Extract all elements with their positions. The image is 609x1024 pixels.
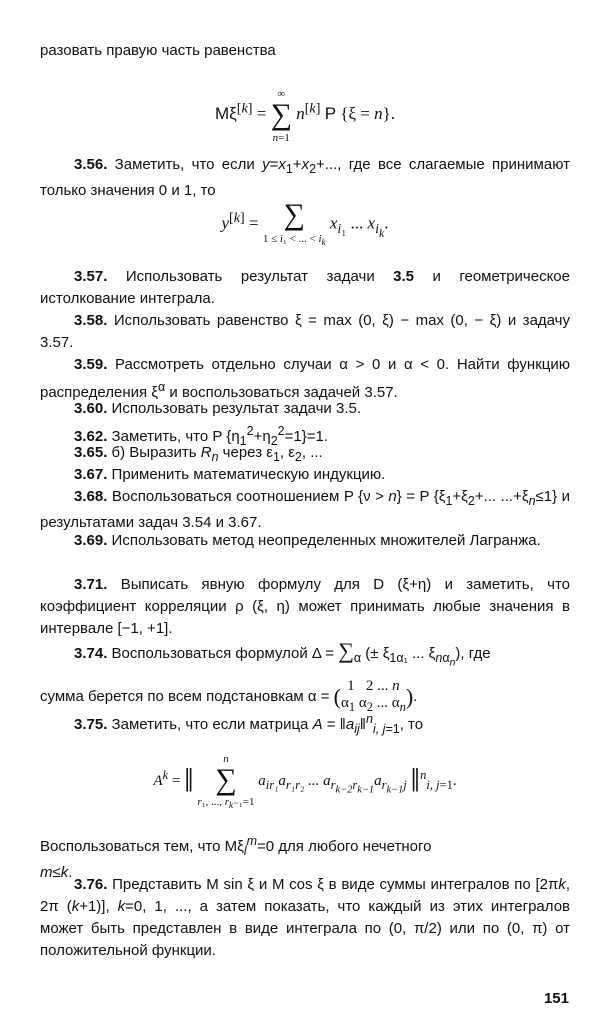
hint-number: 3.67.: [74, 466, 108, 483]
formula-a-k: $A^k$ = ‖ n ∑ r₁, ..., $r_k_{-1}=1$ $a_{ir_1}a_{r_1r_2}$ ... $a_{r_{k-2}r_{k-1}}a_{r_{k-1}j}$ ‖$^n_{i, j=1}$.: [153, 753, 457, 811]
hint-3-60: 3.60. Использовать результат задачи 3.5.: [74, 400, 361, 417]
hint-3-62: 3.62. Заметить, что P $\{\eta_1^2+\eta_2^2=1\}=1$.: [74, 424, 328, 448]
hint-3-56: 3.56. Заметить, что если $y=x_1+x_2+$..., где все слагаемые принимают только значения 0 и 1, то: [40, 156, 570, 199]
hint-number: 3.71.: [74, 576, 108, 593]
hint-3-71: 3.71. Выписать явную формулу для D (ξ+η) и заметить, что коэффициент корреляции ρ (ξ, η) может принимать любые значения в интервале [−1, +1].: [40, 576, 570, 637]
hint-number: 3.69.: [74, 532, 108, 549]
page-number: 151: [543, 990, 569, 1007]
hint-number: 3.68.: [74, 488, 108, 505]
hint-number: 3.75.: [74, 716, 108, 733]
hint-3-59: 3.59. Рассмотреть отдельно случаи α > 0 и α < 0. Найти функцию распределения $\xi^\alpha$ и воспользоваться задачей 3.57.: [40, 356, 570, 401]
hint-number: 3.65.: [74, 444, 108, 461]
hint-number: 3.62.: [74, 428, 108, 445]
hint-number: 3.56.: [74, 156, 108, 173]
hint-text: Применить математическую индукцию.: [111, 466, 386, 483]
formula-y-k: y[k] = ∑ 1 ≤ i₁ < ... < $i_k$ $x_{i_1}$ ... $x_{i_k}$.: [221, 198, 389, 248]
hint-number: 3.58.: [74, 312, 108, 329]
hint-number: 3.60.: [74, 400, 108, 417]
hint-3-67: [40, 464, 570, 486]
text-intro: разовать правую часть равенства: [40, 42, 276, 59]
hint-number: 3.76.: [74, 876, 108, 893]
hint-3-74: 3.74. Воспользоваться формулой $\Delta = \sum_\alpha$ (± $\xi_{1\alpha_1}$ ... $\xi_{n\alpha_n}$), где: [74, 638, 491, 669]
hint-3-57: 3.57. Использовать результат задачи 3.5 и геометрическое истолкование интеграла.: [40, 268, 570, 307]
hint-number: 3.74.: [74, 645, 108, 662]
hint-text: Использовать метод неопределенных множителей Лагранжа.: [111, 532, 541, 549]
hint-3-69: [40, 530, 570, 552]
hint-3-74-cont: сумма берется по всем подстановкам α = ( 1 2 ... n $\alpha_1$ $\alpha_2$ ... $\alpha_n$).: [40, 678, 418, 714]
hint-3-65: 3.65. б) Выразить $R_n$ через $\varepsilon_1$, $\varepsilon_2$, ...: [74, 444, 323, 464]
hint-3-68: 3.68. Воспользоваться соотношением P {ν > n} = P {$\xi_1+\xi_2+$... $...+\xi_n\le 1$} и результатами задач 3.54 и 3.67.: [40, 488, 570, 531]
text-after-3-75: Воспользоваться тем, что $M\xi_l^m=0$ для любого нечетного m≤k.: [40, 834, 432, 881]
hint-3-76: 3.76. Представить M sin ξ и M cos ξ в виде суммы интегралов по [2πk, 2π (k+1)], k=0, 1, ..., а затем показать, что каждый из этих интегралов может быть представлен в виде интеграла по (0, π/2) или по (0, π) от положительной функции.: [40, 876, 571, 959]
hint-3-58: 3.58. Использовать равенство ξ = max (0, ξ) − max (0, − ξ) и задачу 3.57.: [40, 312, 570, 351]
formula-m-xi-k: Mξ[k] = ∞ ∑ n=1 n[k] P {ξ = n}.: [214, 88, 396, 144]
hint-number: 3.59.: [74, 356, 108, 373]
hint-3-75: 3.75. Заметить, что если матрица $A = ‖a_{ij}‖^n_{i, j=1}$, то: [74, 712, 424, 736]
hint-number: 3.57.: [74, 268, 108, 285]
